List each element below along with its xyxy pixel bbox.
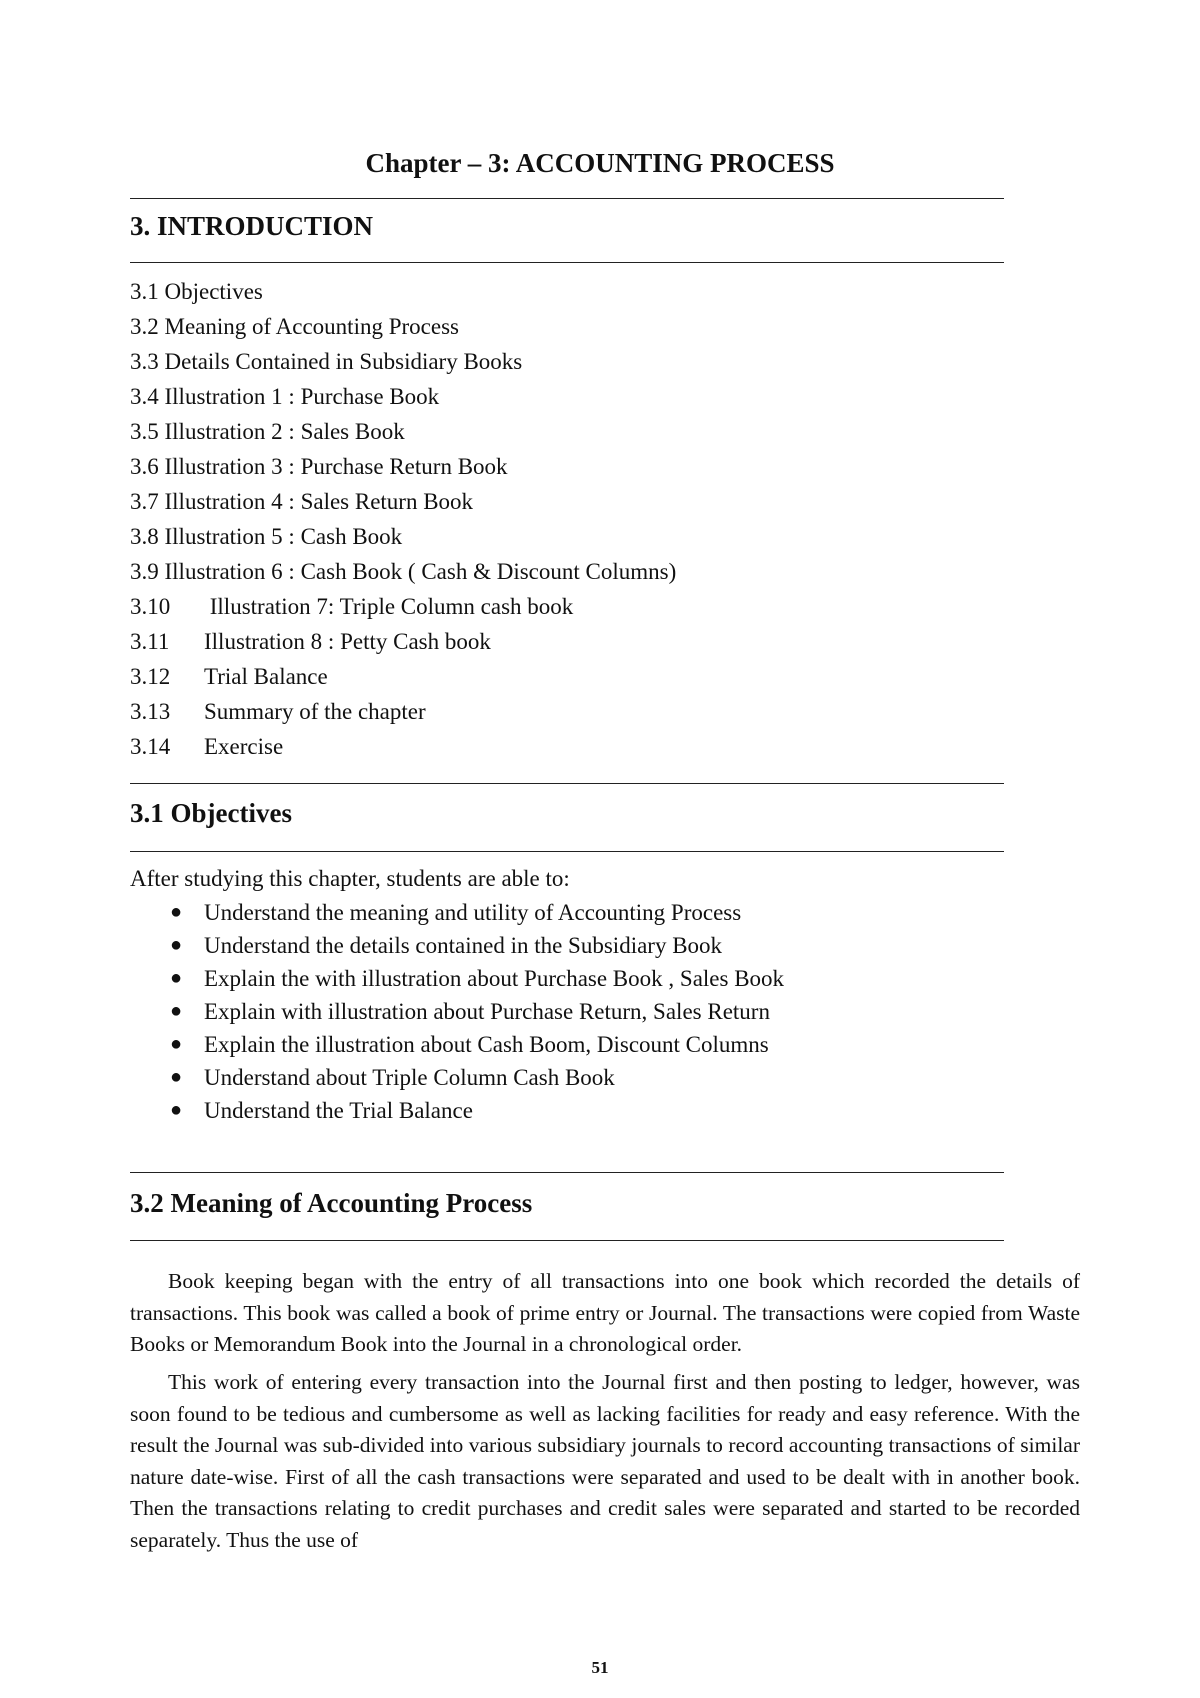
introduction-heading: 3. INTRODUCTION (130, 211, 374, 241)
contents-item-number: 3.5 (130, 419, 159, 444)
divider-rule (130, 783, 1004, 784)
objectives-list (130, 896, 784, 1127)
objective-item (130, 962, 784, 995)
bullet-icon: ● (170, 1000, 183, 1022)
page-number: 51 (591, 1658, 609, 1677)
objective-item (130, 896, 784, 929)
contents-item (130, 274, 676, 309)
bullet-icon: ● (170, 1033, 183, 1055)
contents-item (130, 729, 676, 764)
contents-item (130, 659, 676, 694)
divider-rule (130, 198, 1004, 199)
bullet-icon: ● (170, 967, 183, 989)
objective-text: Explain the with illustration about Purchase Book , Sales Book (204, 966, 785, 991)
contents-item-label: Summary of the chapter (204, 699, 426, 724)
objectives-intro: After studying this chapter, students are able to: (130, 866, 570, 891)
contents-item-number: 3.7 (130, 489, 159, 514)
meaning-heading: 3.2 Meaning of Accounting Process (130, 1188, 533, 1218)
contents-item-label: Details Contained in Subsidiary Books (164, 349, 523, 374)
objective-text: Explain with illustration about Purchase Return, Sales Return (204, 999, 770, 1024)
meaning-paragraph-1: Book keeping began with the entry of all transactions into one book which recorded the details of transactions. This book was called a book of prime entry or Journal. The transactions were copied from Waste Books or Memorandum Book into the Journal in a chronological order. (130, 1269, 1080, 1356)
contents-item (130, 449, 676, 484)
objective-text: Understand about Triple Column Cash Book (204, 1065, 615, 1090)
objective-text: Understand the details contained in the Subsidiary Book (204, 933, 723, 958)
contents-item-label: Illustration 3 : Purchase Return Book (164, 454, 508, 479)
contents-item-label: Meaning of Accounting Process (164, 314, 459, 339)
contents-item-number: 3.10 (130, 594, 171, 619)
contents-item-number: 3.4 (130, 384, 159, 409)
contents-item-label: Illustration 2 : Sales Book (164, 419, 405, 444)
contents-item-label: Illustration 8 : Petty Cash book (204, 629, 491, 654)
chapter-title: Chapter – 3: ACCOUNTING PROCESS (365, 148, 835, 178)
bullet-icon: ● (170, 901, 183, 923)
contents-item-number: 3.11 (130, 629, 170, 654)
contents-item (130, 589, 676, 624)
objective-item (130, 1061, 784, 1094)
contents-item-number: 3.8 (130, 524, 159, 549)
contents-item-label: Illustration 6 : Cash Book ( Cash & Discount Columns) (164, 559, 677, 584)
divider-rule (130, 851, 1004, 852)
contents-item (130, 624, 676, 659)
contents-item (130, 379, 676, 414)
contents-item (130, 554, 676, 589)
contents-item (130, 484, 676, 519)
objective-text: Understand the meaning and utility of Accounting Process (204, 900, 742, 925)
contents-item-number: 3.6 (130, 454, 159, 479)
contents-item (130, 344, 676, 379)
divider-rule (130, 1240, 1004, 1241)
contents-item-number: 3.1 (130, 279, 159, 304)
contents-list (130, 274, 676, 764)
contents-item (130, 309, 676, 344)
divider-rule (130, 262, 1004, 263)
contents-item-number: 3.2 (130, 314, 159, 339)
contents-item-label: Illustration 1 : Purchase Book (164, 384, 440, 409)
divider-rule (130, 1172, 1004, 1173)
meaning-paragraph-2: This work of entering every transaction into the Journal first and then posting to ledger, however, was soon found to be tedious and cumbersome as well as lacking facilities for ready and easy reference. With the result the Journal was sub-divided into various subsidiary journals to record accounting transactions of similar nature date-wise. First of all the cash transactions were separated and used to be dealt with in another book. Then the transactions relating to credit purchases and credit sales were separated and started to be recorded separately. Thus the use of (130, 1370, 1080, 1552)
objective-text: Explain the illustration about Cash Boom, Discount Columns (204, 1032, 769, 1057)
objective-item (130, 929, 784, 962)
objective-item (130, 1094, 784, 1127)
contents-item-label: Illustration 4 : Sales Return Book (164, 489, 474, 514)
contents-item-number: 3.12 (130, 664, 171, 689)
objective-text: Understand the Trial Balance (204, 1098, 473, 1123)
contents-item (130, 694, 676, 729)
objectives-heading: 3.1 Objectives (130, 798, 292, 828)
bullet-icon: ● (170, 1066, 183, 1088)
objective-item (130, 995, 784, 1028)
contents-item-label: Illustration 5 : Cash Book (164, 524, 403, 549)
contents-item-number: 3.13 (130, 699, 171, 724)
contents-item-label: Trial Balance (204, 664, 328, 689)
contents-item-label: Illustration 7: Triple Column cash book (204, 594, 574, 619)
contents-item-label: Objectives (164, 279, 263, 304)
contents-item (130, 519, 676, 554)
objective-item (130, 1028, 784, 1061)
bullet-icon: ● (170, 1099, 183, 1121)
contents-item-number: 3.9 (130, 559, 159, 584)
bullet-icon: ● (170, 934, 183, 956)
contents-item-number: 3.14 (130, 734, 171, 759)
contents-item-number: 3.3 (130, 349, 159, 374)
contents-item (130, 414, 676, 449)
contents-item-label: Exercise (204, 734, 284, 759)
